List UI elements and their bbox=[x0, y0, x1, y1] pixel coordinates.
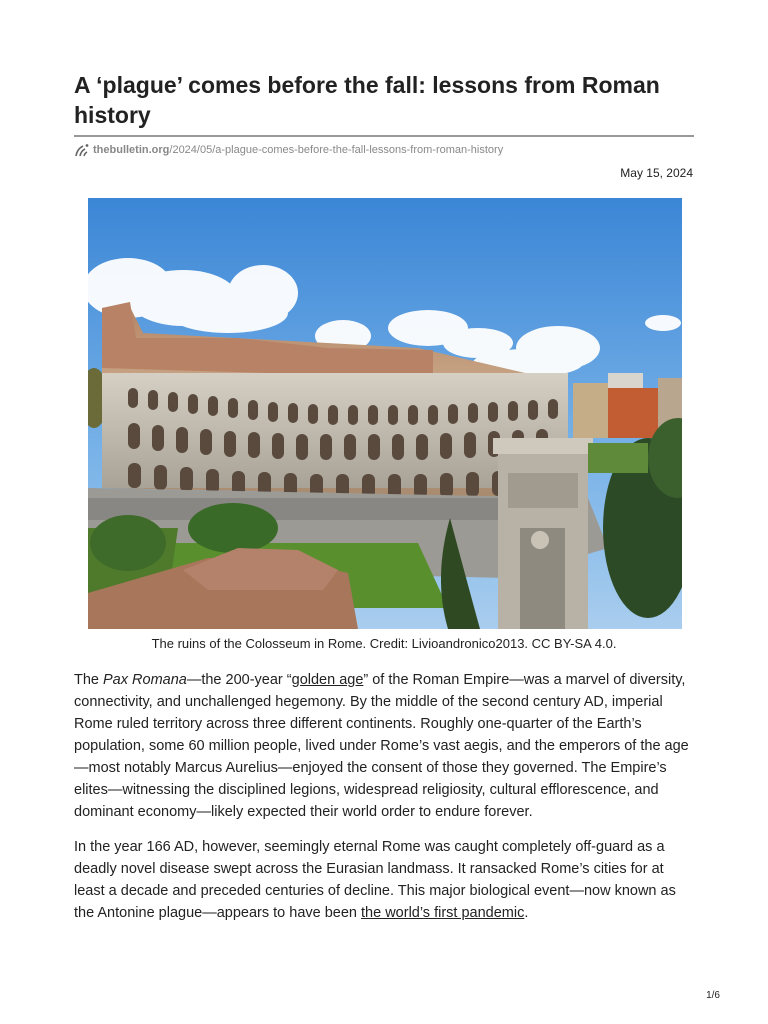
source-path: /2024/05/a-plague-comes-before-the-fall-lessons-from-roman-history bbox=[169, 144, 504, 156]
paragraph-text: The bbox=[74, 672, 104, 688]
publish-date: May 15, 2024 bbox=[620, 166, 693, 180]
photo-caption: The ruins of the Colosseum in Rome. Credit: Livioandronico2013. CC BY-SA 4.0. bbox=[151, 636, 617, 651]
colosseum-photo bbox=[88, 198, 682, 629]
first-pandemic-link[interactable]: the world’s first pandemic bbox=[361, 905, 525, 921]
paragraph-text: ” of the Roman Empire—was a marvel of diversity, connectivity, and unchallenged hegemony. By the middle of the second century AD, imperial Rome ruled territory across three different continents. Roughly one-quarter of the Earth’s population, some 60 million people, lived under Rome’s vast aegis, and the emperors of the age—most notably Marcus Aurelius—enjoyed the consent of those they governed. The Empire’s elites—witnessing the disciplined legions, widespread religiosity, cultural efflorescence, and dominant economy—likely expected their world order to endure forever. bbox=[74, 672, 689, 820]
source-url[interactable] bbox=[74, 142, 503, 158]
paragraph-text: In the year 166 AD, however, seemingly eternal Rome was caught completely off-guard as a deadly novel disease swept across the Eurasian landmass. It ransacked Rome’s cities for at least a decade and preceded centuries of decline. This major biological event—now known as the Antonine plague—appears to have been bbox=[74, 839, 676, 921]
paragraph-1 bbox=[74, 669, 696, 823]
paragraph-text: . bbox=[524, 905, 529, 921]
source-domain: thebulletin.org bbox=[93, 144, 170, 156]
pax-romana-italic: Pax Romana bbox=[103, 672, 187, 688]
golden-age-link[interactable]: golden age bbox=[291, 672, 364, 688]
paragraph-text: —the 200-year “ bbox=[186, 672, 292, 688]
bulletin-logo-icon bbox=[74, 143, 90, 157]
title-divider bbox=[74, 135, 694, 137]
page-number: 1/6 bbox=[706, 990, 720, 1001]
paragraph-2 bbox=[74, 836, 696, 924]
article-title: A ‘plague’ comes before the fall: lessons from Roman history bbox=[74, 72, 660, 128]
